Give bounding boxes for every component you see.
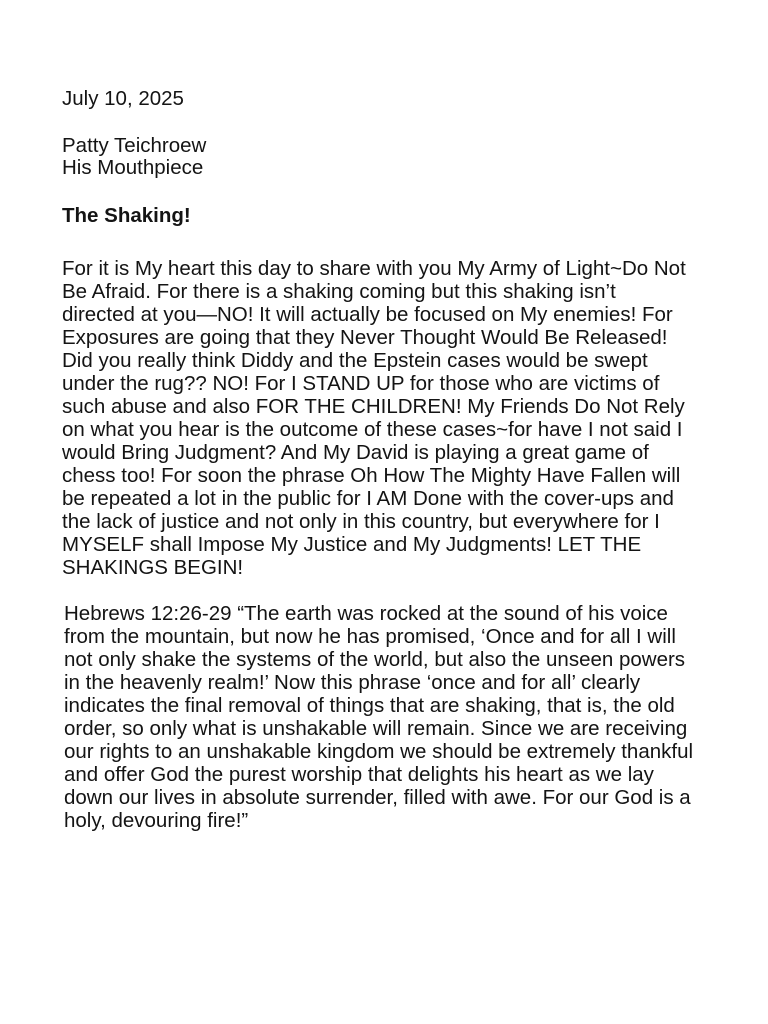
- text-line: chess too! For soon the phrase Oh How The Mighty Have Fallen will: [62, 464, 681, 487]
- text-line: For it is My heart this day to share with you My Army of Light~Do Not: [62, 257, 686, 280]
- message-paragraph: [62, 257, 686, 579]
- text-line: and offer God the purest worship that delights his heart as we lay: [64, 763, 654, 786]
- author-title: His Mouthpiece: [62, 156, 204, 179]
- text-line: Exposures are going that they Never Thought Would Be Released!: [62, 326, 668, 349]
- text-line: under the rug?? NO! For I STAND UP for those who are victims of: [62, 372, 660, 395]
- text-line: Hebrews 12:26-29 “The earth was rocked at the sound of his voice: [64, 602, 668, 625]
- text-line: our rights to an unshakable kingdom we should be extremely thankful: [64, 740, 694, 763]
- text-line: on what you hear is the outcome of these cases~for have I not said I: [62, 418, 683, 441]
- text-line: not only shake the systems of the world, but also the unseen powers: [64, 648, 686, 671]
- document-date: July 10, 2025: [62, 87, 184, 110]
- text-line: such abuse and also FOR THE CHILDREN! My Friends Do Not Rely: [62, 395, 685, 418]
- author-name: Patty Teichroew: [62, 134, 207, 157]
- text-line: down our lives in absolute surrender, filled with awe. For our God is a: [64, 786, 691, 809]
- text-line: would Bring Judgment? And My David is playing a great game of: [62, 441, 649, 464]
- text-line: directed at you—NO! It will actually be focused on My enemies! For: [62, 303, 673, 326]
- scripture-paragraph: [64, 602, 693, 832]
- text-line: the lack of justice and not only in this country, but everywhere for I: [62, 510, 660, 533]
- text-line: SHAKINGS BEGIN!: [62, 556, 244, 579]
- text-line: MYSELF shall Impose My Justice and My Judgments! LET THE: [62, 533, 642, 556]
- text-line: order, so only what is unshakable will remain. Since we are receiving: [64, 717, 688, 740]
- text-line: Be Afraid. For there is a shaking coming but this shaking isn’t: [62, 280, 616, 303]
- text-line: be repeated a lot in the public for I AM Done with the cover-ups and: [62, 487, 674, 510]
- text-line: holy, devouring fire!”: [64, 809, 249, 832]
- text-line: indicates the final removal of things that are shaking, that is, the old: [64, 694, 675, 717]
- text-line: Did you really think Diddy and the Epstein cases would be swept: [62, 349, 648, 372]
- document-title: The Shaking!: [62, 204, 191, 227]
- text-line: from the mountain, but now he has promised, ‘Once and for all I will: [64, 625, 676, 648]
- text-line: in the heavenly realm!’ Now this phrase ‘once and for all’ clearly: [64, 671, 641, 694]
- author-block: [62, 135, 206, 179]
